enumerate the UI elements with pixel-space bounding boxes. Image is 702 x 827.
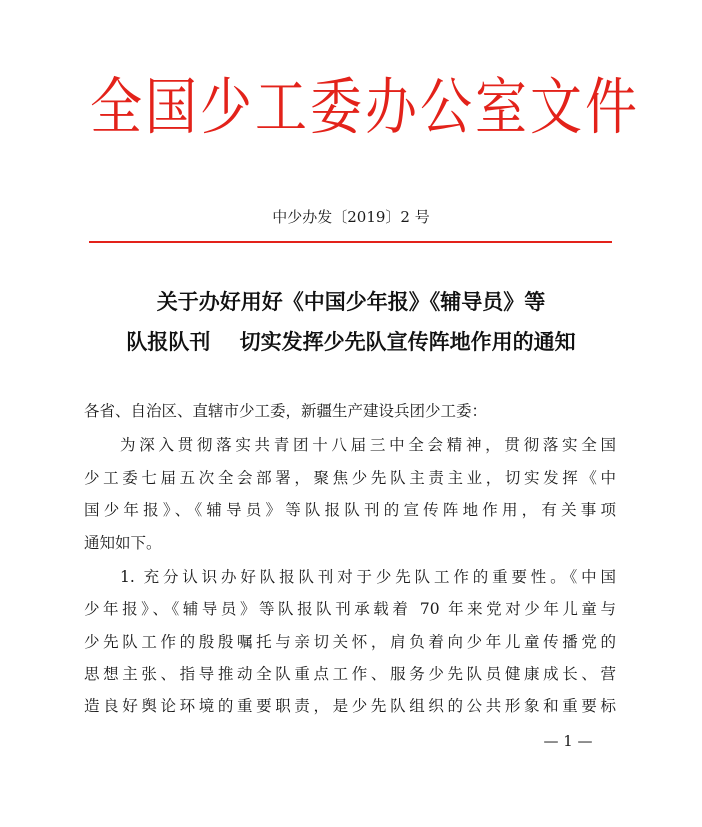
paragraph-1-line-3: 国少年报》、《辅导员》等队报队刊的宣传阵地作用，有关事项 bbox=[84, 501, 616, 519]
notice-title-line-2: 队报队刊 切实发挥少先队宣传阵地作用的通知 bbox=[126, 329, 576, 354]
paragraph-2-line-5: 造良好舆论环境的重要职责，是少先队组织的公共形象和重要标 bbox=[84, 697, 616, 715]
paragraph-2-line-2: 少年报》、《辅导员》等队报队刊承载着 70 年来党对少年儿童与 bbox=[84, 600, 616, 618]
paragraph-1-line-2: 少工委七届五次全会部署，聚焦少先队主责主业，切实发挥《中 bbox=[84, 469, 616, 487]
salutation: 各省、自治区、直辖市少工委，新疆生产建设兵团少工委： bbox=[84, 402, 488, 420]
masthead-title: 全国少工委办公室文件 bbox=[90, 72, 641, 144]
paragraph-2-line-1: 1. 充分认识办好队报队刊对于少先队工作的重要性。《中国 bbox=[120, 568, 616, 586]
paragraph-1-line-4: 通知如下。 bbox=[84, 534, 162, 552]
paragraph-1-line-1: 为深入贯彻落实共青团十八届三中全会精神，贯彻落实全国 bbox=[120, 436, 616, 454]
red-divider-rule bbox=[89, 241, 612, 243]
notice-title-line-1: 关于办好用好《中国少年报》《辅导员》等 bbox=[156, 289, 546, 314]
paragraph-2-line-3: 少先队工作的殷殷嘱托与亲切关怀，肩负着向少年儿童传播党的 bbox=[84, 633, 616, 651]
page-number: — 1 — bbox=[543, 732, 593, 750]
paragraph-2-line-4: 思想主张、指导推动全队重点工作、服务少先队员健康成长、营 bbox=[84, 665, 616, 683]
document-number: 中少办发〔2019〕2 号 bbox=[272, 208, 430, 226]
